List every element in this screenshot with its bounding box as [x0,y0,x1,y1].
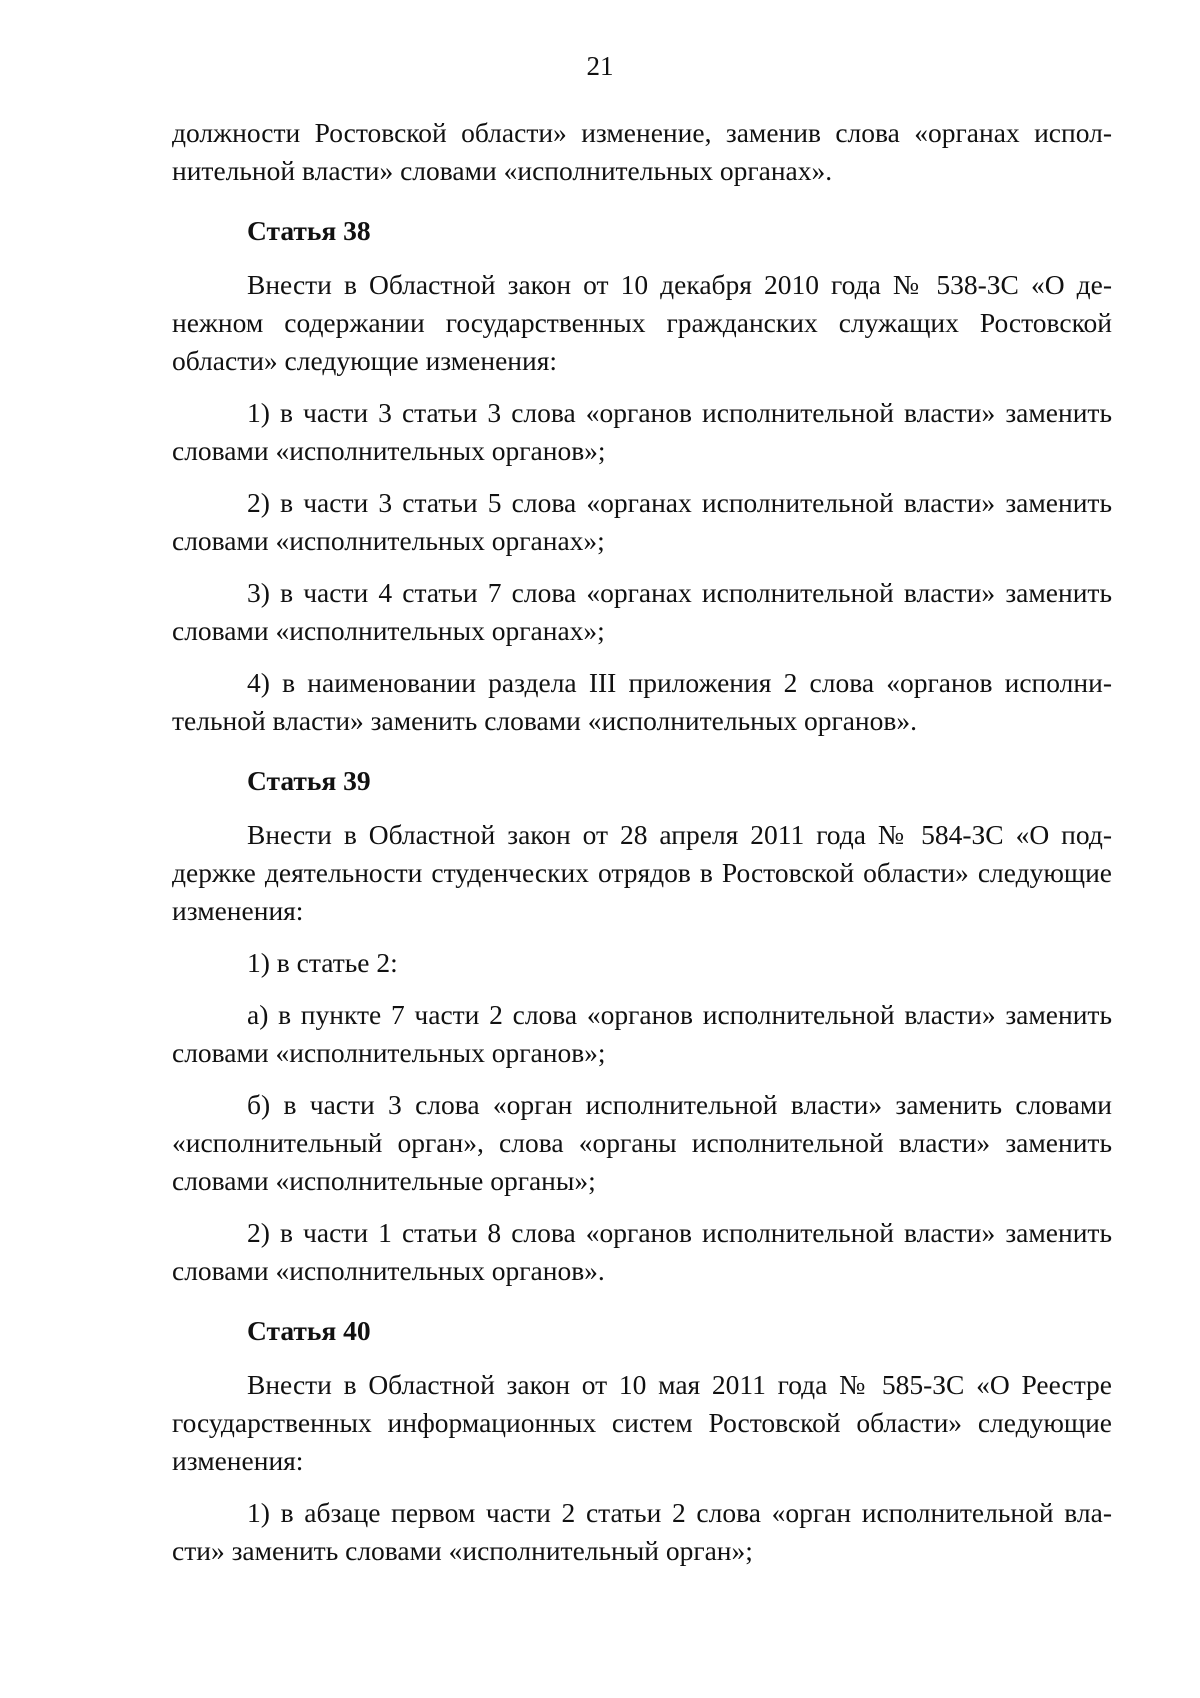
document-body [172,114,1112,1570]
page-number: 21 [586,51,614,81]
article-39-paragraph-1: Внести в Областной закон от 28 апреля 2011 года № 584-ЗС «О поддержке деятельности студенческих отрядов в Ростовской области» следующие изменения: [172,819,1112,926]
article-38-paragraph-2: 1) в части 3 статьи 3 слова «органов исполнительной власти» заменить словами «исполнительных органов»; [172,397,1112,466]
article-38-heading: Статья 38 [247,215,371,246]
article-38-paragraph-3: 2) в части 3 статьи 5 слова «органах исполнительной власти» заменить словами «исполнительных органах»; [172,487,1112,556]
article-38-paragraph-5: 4) в наименовании раздела III приложения 2 слова «органов исполнительной власти» заменить словами «исполнительных органов». [172,667,1112,736]
intro-paragraph: должности Ростовской области» изменение, заменив слова «органах исполнительной власти» словами «исполнительных органах». [172,117,1112,186]
article-39-paragraph-5: 2) в части 1 статьи 8 слова «органов исполнительной власти» заменить словами «исполнительных органов». [172,1217,1112,1286]
article-39-paragraph-4: б) в части 3 слова «орган исполнительной власти» заменить словами «исполнительный орган», слова «органы исполнительной власти» заменить словами «исполнительные органы»; [172,1089,1112,1196]
article-40-paragraph-2: 1) в абзаце первом части 2 статьи 2 слова «орган исполнительной власти» заменить словами «исполнительный орган»; [172,1497,1112,1566]
article-38-paragraph-1: Внести в Областной закон от 10 декабря 2010 года № 538-ЗС «О денежном содержании государственных гражданских служащих Ростовской области» следующие изменения: [172,269,1112,376]
article-40-heading: Статья 40 [247,1315,371,1346]
article-39-heading: Статья 39 [247,765,371,796]
article-38-paragraph-4: 3) в части 4 статьи 7 слова «органах исполнительной власти» заменить словами «исполнительных органах»; [172,577,1112,646]
article-40-paragraph-1: Внести в Областной закон от 10 мая 2011 года № 585-ЗС «О Реестре государственных информационных систем Ростовской области» следующие изменения: [172,1369,1112,1476]
article-39-paragraph-2: 1) в статье 2: [247,947,398,978]
article-39-paragraph-3: а) в пункте 7 части 2 слова «органов исполнительной власти» заменить словами «исполнительных органов»; [172,999,1112,1068]
